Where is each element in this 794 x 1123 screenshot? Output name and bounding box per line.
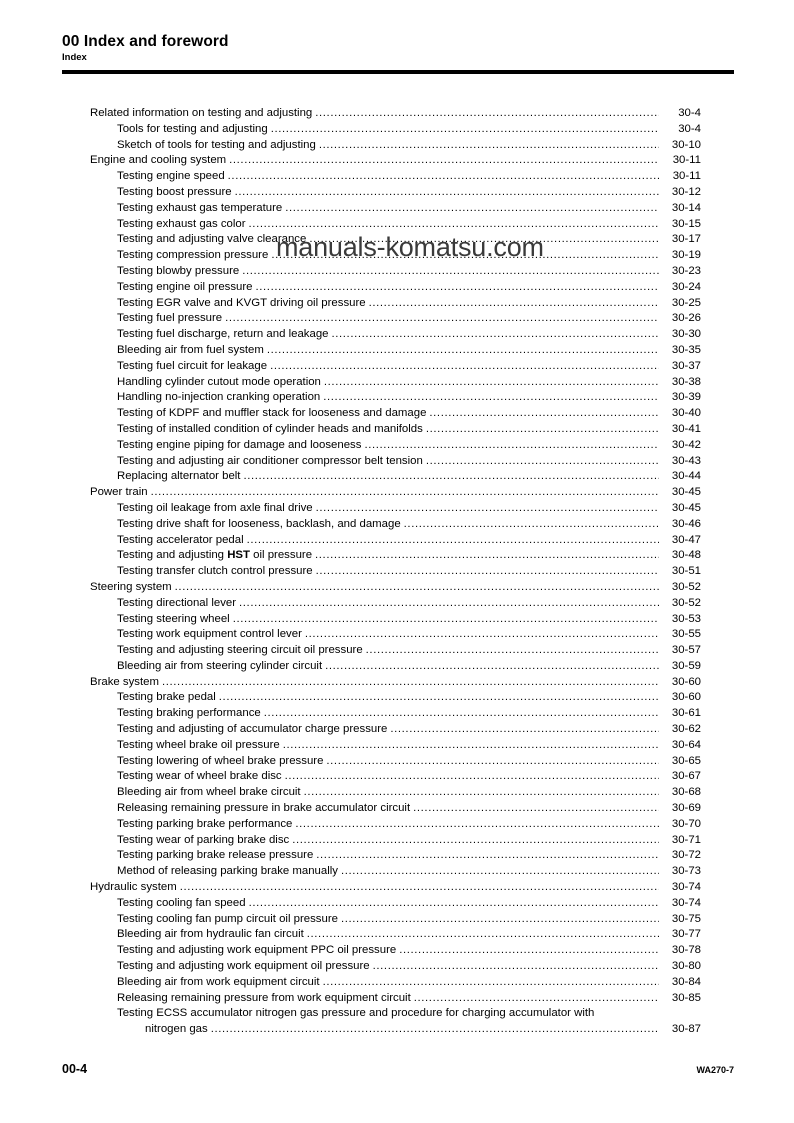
toc-entry-label: Bleeding air from hydraulic fan circuit	[117, 928, 304, 941]
toc-entry-label: Releasing remaining pressure in brake accumulator circuit	[117, 802, 411, 815]
toc-entry-label: Testing and adjusting air conditioner compressor belt tension	[117, 454, 423, 467]
page-subtitle: Index	[62, 52, 87, 64]
toc-entry-page-number: 30-15	[671, 217, 701, 230]
toc-entry-label: Related information on testing and adjusting	[90, 107, 313, 119]
toc-entry[interactable]	[0, 975, 794, 991]
toc-leader-dots	[285, 201, 659, 217]
toc-entry-page-number: 30-45	[671, 486, 701, 499]
toc-entry[interactable]	[0, 390, 794, 406]
toc-leader-dots	[309, 232, 659, 248]
toc-leader-dots	[228, 169, 659, 185]
toc-entry[interactable]	[0, 627, 794, 643]
toc-entry-label: Testing wear of parking brake disc	[117, 833, 290, 846]
toc-leader-dots	[162, 675, 659, 691]
toc-entry-label: Testing fuel circuit for leakage	[117, 359, 268, 372]
toc-entry-page-number: 30-14	[671, 201, 701, 214]
toc-entry[interactable]	[0, 754, 794, 770]
toc-entry[interactable]	[0, 675, 794, 691]
toc-entry-label: Testing compression pressure	[117, 249, 269, 262]
toc-leader-dots	[373, 959, 659, 975]
toc-entry-page-number: 30-80	[671, 960, 701, 973]
toc-entry-page-number: 30-64	[671, 738, 701, 751]
toc-leader-dots	[369, 296, 659, 312]
toc-entry-label: Brake system	[90, 675, 159, 688]
toc-entry-page-number: 30-65	[671, 754, 701, 767]
toc-entry-page-number: 30-60	[671, 675, 701, 688]
toc-entry[interactable]	[0, 533, 794, 549]
toc-entry-label: Testing and adjusting steering circuit oil pressure	[117, 644, 363, 657]
toc-entry[interactable]	[0, 833, 794, 849]
toc-leader-dots	[316, 848, 659, 864]
toc-leader-dots	[292, 833, 659, 849]
toc-leader-dots	[267, 343, 659, 359]
toc-entry[interactable]	[0, 375, 794, 391]
footer-page-number: 00-4	[62, 1062, 88, 1076]
toc-leader-dots	[364, 438, 659, 454]
toc-entry[interactable]	[0, 422, 794, 438]
toc-entry-label: Testing transfer clutch control pressure	[117, 565, 313, 578]
toc-leader-dots	[316, 564, 659, 580]
toc-leader-dots	[326, 754, 659, 770]
toc-entry-page-number: 30-4	[678, 122, 701, 135]
toc-entry-label: Testing wheel brake oil pressure	[117, 738, 280, 751]
toc-entry-page-number: 30-73	[671, 865, 701, 878]
toc-entry[interactable]	[0, 848, 794, 864]
toc-leader-dots	[341, 912, 659, 928]
toc-leader-dots	[175, 580, 659, 596]
toc-entry-label: Testing and adjusting work equipment oil pressure	[117, 960, 370, 973]
toc-entry-label: nitrogen gas	[145, 1023, 208, 1036]
toc-entry-page-number: 30-42	[671, 438, 701, 451]
toc-entry[interactable]	[0, 296, 794, 312]
toc-entry-page-number: 30-52	[671, 580, 701, 593]
toc-entry-label: Testing and adjusting work equipment PPC oil pressure	[117, 944, 397, 957]
toc-leader-dots	[426, 422, 659, 438]
table-of-contents	[0, 106, 794, 1038]
toc-entry[interactable]	[0, 912, 794, 928]
toc-entry[interactable]	[0, 785, 794, 801]
toc-entry-label: Testing parking brake performance	[117, 817, 293, 830]
toc-entry[interactable]	[0, 991, 794, 1007]
toc-entry[interactable]	[0, 169, 794, 185]
toc-entry-page-number: 30-4	[678, 107, 701, 119]
toc-leader-dots	[597, 1006, 659, 1022]
toc-entry[interactable]	[0, 517, 794, 533]
footer-model-code: WA270-7	[696, 1065, 734, 1075]
toc-entry-label: Testing ECSS accumulator nitrogen gas pressure and procedure for charging accumulator with	[117, 1007, 595, 1020]
toc-entry-label: Testing work equipment control lever	[117, 628, 302, 641]
toc-entry[interactable]	[0, 801, 794, 817]
toc-entry-label: Testing lowering of wheel brake pressure	[117, 754, 324, 767]
toc-entry-page-number: 30-43	[671, 454, 701, 467]
toc-entry[interactable]	[0, 280, 794, 296]
toc-leader-dots	[315, 548, 659, 564]
watermark-text: manuals-komatsu.com	[276, 232, 544, 262]
toc-entry[interactable]	[0, 469, 794, 485]
toc-entry-label: Testing boost pressure	[117, 185, 232, 198]
toc-leader-dots	[325, 659, 659, 675]
toc-leader-dots	[151, 485, 659, 501]
toc-entry-label: Tools for testing and adjusting	[117, 122, 268, 135]
toc-entry-page-number: 30-25	[671, 296, 701, 309]
toc-leader-dots	[366, 643, 659, 659]
page-footer	[62, 1062, 734, 1076]
toc-entry[interactable]	[0, 943, 794, 959]
toc-entry-page-number: 30-40	[671, 407, 701, 420]
toc-entry-page-number: 30-48	[671, 549, 701, 562]
toc-entry[interactable]	[0, 580, 794, 596]
toc-entry-page-number: 30-72	[671, 849, 701, 862]
toc-leader-dots	[283, 738, 659, 754]
page-header	[62, 33, 734, 63]
toc-entry-label: Testing fuel discharge, return and leakage	[117, 328, 329, 341]
toc-entry-label: Testing cooling fan speed	[117, 896, 246, 909]
toc-entry-page-number: 30-17	[671, 233, 701, 246]
toc-entry[interactable]	[0, 596, 794, 612]
toc-entry[interactable]	[0, 406, 794, 422]
toc-entry-label: Testing blowby pressure	[117, 264, 240, 277]
toc-entry-label: Testing cooling fan pump circuit oil pressure	[117, 912, 338, 925]
toc-entry[interactable]	[0, 706, 794, 722]
toc-leader-dots	[429, 406, 659, 422]
toc-entry-label: Replacing alternator belt	[117, 470, 241, 483]
toc-entry-label: Testing of KDPF and muffler stack for looseness and damage	[117, 407, 427, 420]
toc-entry-page-number: 30-61	[671, 707, 701, 720]
toc-leader-dots	[414, 991, 659, 1007]
toc-entry-label: Testing fuel pressure	[117, 312, 223, 325]
toc-entry-page-number: 30-51	[671, 565, 701, 578]
toc-entry-label: Testing drive shaft for looseness, backlash, and damage	[117, 517, 401, 530]
toc-entry-page-number: 30-45	[671, 501, 701, 514]
toc-leader-dots	[242, 264, 659, 280]
toc-entry-label: Testing directional lever	[117, 596, 237, 609]
toc-entry-page-number: 30-55	[671, 628, 701, 641]
toc-leader-dots	[256, 280, 659, 296]
toc-leader-dots	[229, 153, 659, 169]
toc-entry-page-number: 30-11	[672, 154, 701, 167]
toc-entry-page-number: 30-78	[671, 944, 701, 957]
toc-entry-page-number: 30-53	[671, 612, 701, 625]
toc-entry-page-number: 30-60	[671, 691, 701, 704]
toc-entry[interactable]	[0, 327, 794, 343]
toc-entry[interactable]	[0, 454, 794, 470]
toc-entry-label: Method of releasing parking brake manually	[117, 865, 338, 878]
toc-entry[interactable]	[0, 185, 794, 201]
toc-entry[interactable]	[0, 564, 794, 580]
toc-entry[interactable]	[0, 659, 794, 675]
toc-entry-label: Handling cylinder cutout mode operation	[117, 375, 321, 388]
toc-entry[interactable]	[0, 359, 794, 375]
toc-entry-label: Testing EGR valve and KVGT driving oil pressure	[117, 296, 366, 309]
toc-entry-page-number: 30-68	[671, 786, 701, 799]
toc-entry-label: Bleeding air from work equipment circuit	[117, 975, 320, 988]
toc-entry-label: Testing of installed condition of cylinder heads and manifolds	[117, 422, 423, 435]
toc-entry[interactable]	[0, 201, 794, 217]
toc-entry-page-number: 30-87	[671, 1023, 701, 1036]
toc-entry-page-number: 30-37	[671, 359, 701, 372]
toc-leader-dots	[323, 975, 659, 991]
toc-entry-page-number: 30-44	[671, 470, 701, 483]
toc-entry[interactable]	[0, 1022, 794, 1038]
toc-entry[interactable]	[0, 485, 794, 501]
toc-entry-label: Testing parking brake release pressure	[117, 849, 314, 862]
toc-leader-dots	[316, 501, 659, 517]
toc-entry-label: Bleeding air from steering cylinder circuit	[117, 659, 323, 672]
toc-entry-page-number: 30-19	[671, 249, 701, 262]
toc-entry-label: Bleeding air from fuel system	[117, 343, 264, 356]
toc-entry-page-number: 30-69	[671, 802, 701, 815]
toc-entry-page-number: 30-74	[671, 896, 701, 909]
toc-leader-dots	[426, 454, 659, 470]
toc-leader-dots	[264, 706, 659, 722]
toc-entry[interactable]	[0, 690, 794, 706]
toc-leader-dots	[323, 390, 659, 406]
toc-leader-dots	[180, 880, 659, 896]
toc-leader-dots	[295, 817, 659, 833]
toc-entry-page-number: 30-23	[671, 264, 701, 277]
toc-leader-dots	[271, 248, 659, 264]
toc-entry[interactable]	[0, 896, 794, 912]
toc-leader-dots	[239, 596, 659, 612]
toc-entry[interactable]	[0, 722, 794, 738]
toc-entry-page-number: 30-74	[671, 881, 701, 894]
toc-entry[interactable]	[0, 548, 794, 564]
toc-leader-dots	[404, 517, 659, 533]
toc-leader-dots	[235, 185, 659, 201]
toc-entry[interactable]	[0, 817, 794, 833]
toc-leader-dots	[219, 690, 659, 706]
toc-entry[interactable]	[0, 232, 794, 248]
toc-entry[interactable]	[0, 643, 794, 659]
toc-entry-page-number: 30-41	[671, 422, 701, 435]
toc-entry[interactable]	[0, 153, 794, 169]
toc-entry-label: Handling no-injection cranking operation	[117, 391, 321, 404]
toc-entry-page-number: 30-85	[671, 991, 701, 1004]
toc-entry[interactable]	[0, 122, 794, 138]
toc-leader-dots	[307, 927, 659, 943]
toc-entry-label: Power train	[90, 486, 148, 499]
toc-entry[interactable]	[0, 138, 794, 154]
toc-entry-page-number: 30-62	[671, 723, 701, 736]
toc-entry-label: Testing and adjusting of accumulator charge pressure	[117, 723, 388, 736]
toc-entry-label: Testing accelerator pedal	[117, 533, 244, 546]
toc-entry-page-number: 30-52	[671, 596, 701, 609]
toc-entry-label: Testing wear of wheel brake disc	[117, 770, 282, 783]
toc-entry-label: Testing engine piping for damage and looseness	[117, 438, 362, 451]
toc-leader-dots	[332, 327, 660, 343]
toc-leader-dots	[341, 864, 659, 880]
toc-entry[interactable]	[0, 927, 794, 943]
toc-leader-dots	[390, 722, 659, 738]
toc-entry-label: Testing and adjusting HST oil pressure	[117, 549, 313, 562]
toc-entry[interactable]	[0, 864, 794, 880]
toc-leader-dots	[304, 785, 659, 801]
toc-entry-label: Testing and adjusting valve clearance	[117, 233, 307, 246]
toc-entry[interactable]	[0, 248, 794, 264]
toc-entry-label: Testing braking performance	[117, 707, 261, 720]
toc-entry[interactable]	[0, 769, 794, 785]
toc-leader-dots	[271, 122, 659, 138]
toc-entry[interactable]	[0, 1006, 794, 1022]
toc-leader-dots	[249, 217, 659, 233]
toc-entry[interactable]	[0, 612, 794, 628]
toc-entry-page-number: 30-59	[671, 659, 701, 672]
toc-entry-label: Bleeding air from wheel brake circuit	[117, 786, 301, 799]
toc-entry-page-number: 30-70	[671, 817, 701, 830]
toc-leader-dots	[243, 469, 659, 485]
toc-entry[interactable]	[0, 501, 794, 517]
toc-entry[interactable]	[0, 343, 794, 359]
toc-entry[interactable]	[0, 880, 794, 896]
toc-entry-label: Engine and cooling system	[90, 154, 227, 167]
toc-leader-dots	[324, 375, 659, 391]
toc-leader-dots	[305, 627, 659, 643]
toc-entry-label: Testing engine oil pressure	[117, 280, 253, 293]
toc-leader-dots	[413, 801, 659, 817]
toc-entry-label: Releasing remaining pressure from work equipment circuit	[117, 991, 411, 1004]
toc-leader-dots	[233, 612, 659, 628]
toc-entry[interactable]	[0, 264, 794, 280]
toc-entry-page-number: 30-24	[671, 280, 701, 293]
toc-entry-page-number: 30-84	[671, 975, 701, 988]
toc-leader-dots	[319, 138, 659, 154]
page-title: 00 Index and foreword	[62, 33, 229, 50]
toc-entry-page-number: 30-26	[671, 312, 701, 325]
toc-entry[interactable]	[0, 106, 794, 122]
toc-leader-dots	[399, 943, 659, 959]
toc-leader-dots	[285, 769, 659, 785]
toc-entry[interactable]	[0, 311, 794, 327]
toc-entry-page-number: 30-67	[671, 770, 701, 783]
toc-entry-label: Testing brake pedal	[117, 691, 216, 704]
toc-leader-dots	[270, 359, 659, 375]
toc-entry-page-number: 30-39	[671, 391, 701, 404]
toc-entry-page-number: 30-30	[671, 328, 701, 341]
toc-entry-page-number: 30-75	[671, 912, 701, 925]
toc-entry-label: Testing engine speed	[117, 170, 225, 183]
toc-entry-page-number: 30-46	[671, 517, 701, 530]
toc-entry-page-number: 30-77	[671, 928, 701, 941]
toc-entry-page-number: 30-11	[672, 170, 701, 183]
toc-leader-dots	[247, 533, 659, 549]
toc-entry-label: Sketch of tools for testing and adjusting	[117, 138, 316, 151]
toc-entry-label: Testing steering wheel	[117, 612, 230, 625]
toc-entry-label: Testing oil leakage from axle final drive	[117, 501, 313, 514]
toc-entry[interactable]	[0, 959, 794, 975]
toc-entry-page-number: 30-38	[671, 375, 701, 388]
toc-entry-label: Testing exhaust gas color	[117, 217, 246, 230]
toc-entry-label: Testing exhaust gas temperature	[117, 201, 283, 214]
toc-entry-page-number: 30-35	[671, 343, 701, 356]
toc-leader-dots	[249, 896, 659, 912]
toc-entry[interactable]	[0, 438, 794, 454]
toc-entry-page-number: 30-10	[671, 138, 701, 151]
header-divider	[62, 70, 734, 74]
toc-leader-dots	[211, 1022, 659, 1038]
toc-entry[interactable]	[0, 738, 794, 754]
toc-entry[interactable]	[0, 217, 794, 233]
toc-leader-dots	[225, 311, 659, 327]
toc-entry-page-number: 30-47	[671, 533, 701, 546]
toc-entry-page-number: 30-57	[671, 644, 701, 657]
toc-entry-page-number: 30-12	[671, 185, 701, 198]
toc-entry-label: Hydraulic system	[90, 881, 177, 894]
toc-leader-dots	[315, 106, 659, 122]
toc-entry-label: Steering system	[90, 580, 172, 593]
toc-entry-page-number: 30-71	[671, 833, 701, 846]
